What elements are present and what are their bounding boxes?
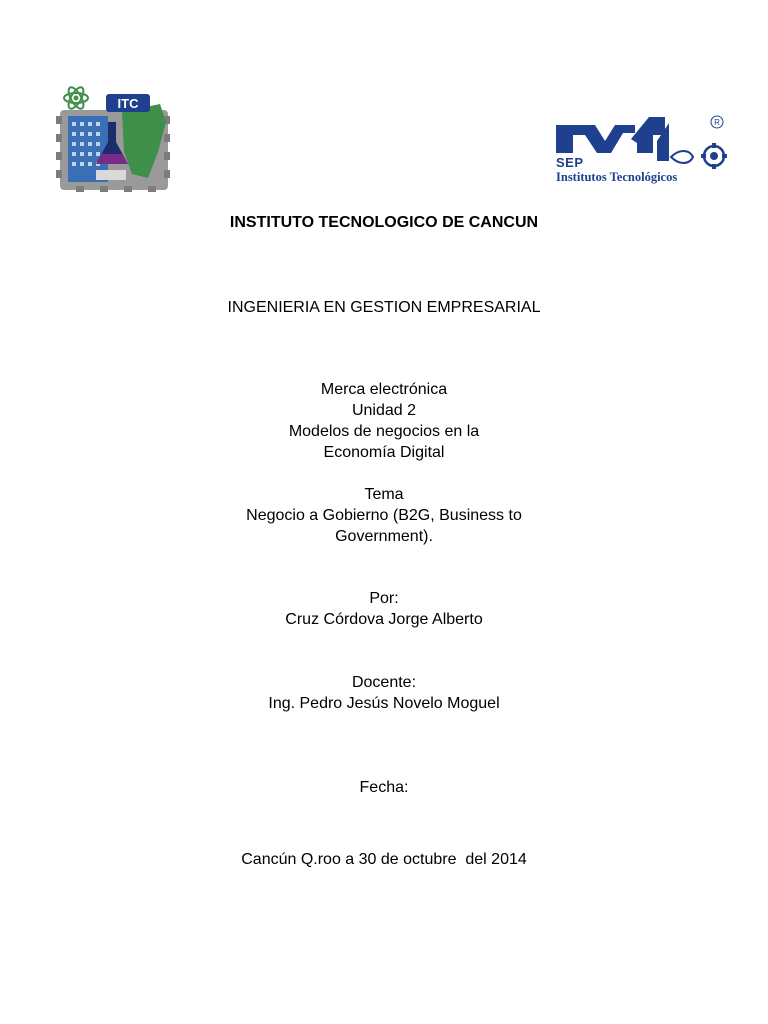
author-label: Por:	[369, 590, 399, 607]
sep-logo-label: SEP	[556, 155, 584, 170]
registered-mark: R	[714, 118, 720, 127]
teacher-label: Docente:	[351, 674, 417, 691]
topic-label: Tema	[364, 486, 404, 503]
unit-title-line1: Modelos de negocios en la	[288, 423, 480, 440]
date-value: Cancún Q.roo a 30 de octubre del 2014	[241, 851, 527, 868]
itc-logo	[52, 82, 174, 194]
unit-title-line2: Economía Digital	[323, 444, 445, 461]
unit-number: Unidad 2	[351, 402, 417, 419]
date-label: Fecha:	[359, 779, 409, 796]
sep-logo-subtitle: Institutos Tecnológicos	[556, 170, 678, 184]
author-name: Cruz Córdova Jorge Alberto	[285, 611, 483, 628]
subject-name: Merca electrónica	[320, 381, 448, 398]
topic-line1: Negocio a Gobierno (B2G, Business to	[246, 507, 522, 524]
topic-line2: Government).	[335, 528, 433, 545]
itc-logo-text: ITC	[117, 96, 139, 111]
institution-title: INSTITUTO TECNOLOGICO DE CANCUN	[229, 214, 539, 231]
teacher-name: Ing. Pedro Jesús Novelo Moguel	[268, 695, 500, 712]
career-name: INGENIERIA EN GESTION EMPRESARIAL	[227, 299, 541, 316]
